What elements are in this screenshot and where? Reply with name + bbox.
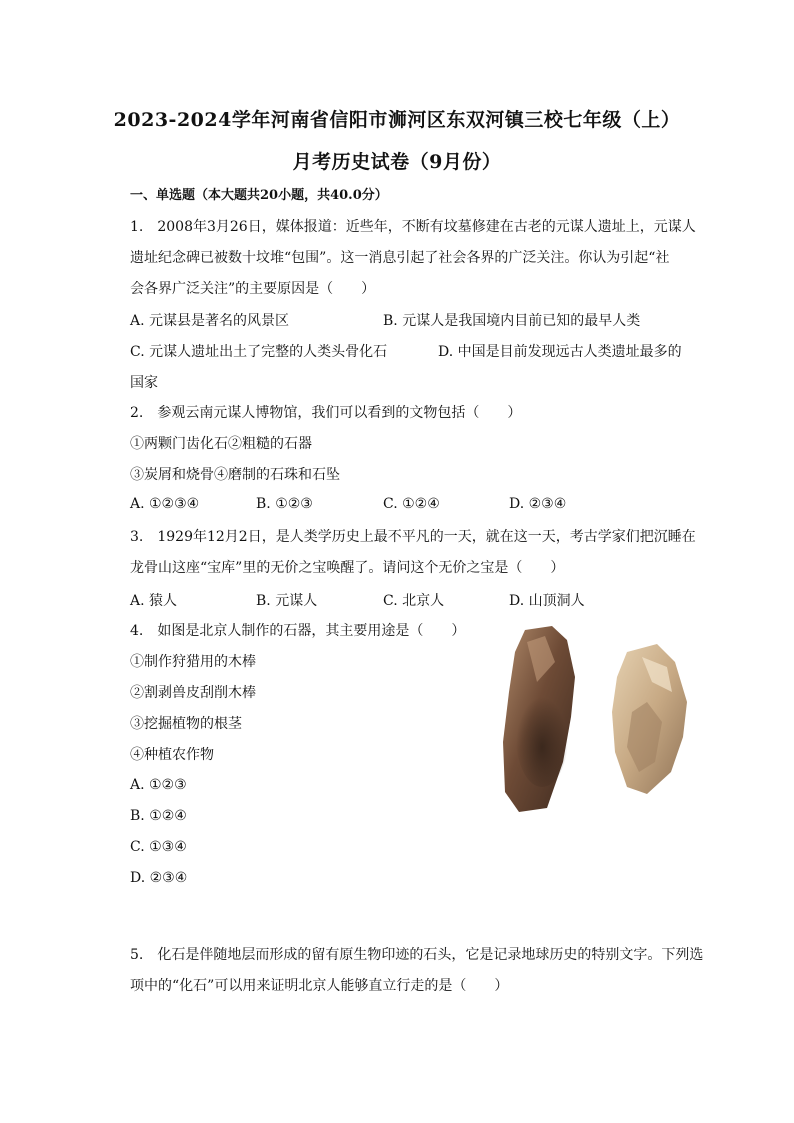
q2-option-c: C. ①②④ (383, 496, 440, 512)
q1-option-d: D. 中国是目前发现远古人类遗址最多的 (438, 344, 682, 360)
q1-option-d-cont: 国家 (130, 375, 158, 391)
q4-option-c: C. ①③④ (130, 839, 187, 855)
q2-statement2: ③炭屑和烧骨④磨制的石珠和石坠 (130, 467, 340, 483)
q4-statement1: ①制作狩猎用的木棒 (130, 654, 256, 670)
q5-stem-line1: 5. 化石是伴随地层而形成的留有原生物印迹的石头，它是记录地球历史的特别文字。下列选 (130, 947, 704, 963)
q2-stem: 2. 参观云南元谋人博物馆，我们可以看到的文物包括（ ） (130, 405, 522, 421)
q1-stem-line3: 会各界广泛关注”的主要原因是（ ） (130, 281, 376, 297)
q3-option-a: A. 猿人 (130, 593, 178, 609)
q3-option-d: D. 山顶洞人 (509, 593, 585, 609)
q3-stem-line2: 龙骨山这座“宝库”里的无价之宝唤醒了。请问这个无价之宝是（ ） (130, 560, 565, 576)
q1-option-b: B. 元谋人是我国境内目前已知的最早人类 (383, 313, 641, 329)
q4-option-a: A. ①②③ (130, 777, 187, 793)
q2-option-a: A. ①②③④ (130, 496, 200, 512)
q3-option-b: B. 元谋人 (256, 593, 318, 609)
q1-option-c: C. 元谋人遗址出土了完整的人类头骨化石 (130, 344, 388, 360)
exam-title-line2: 月考历史试卷（9月份） (292, 151, 502, 173)
q2-option-d: D. ②③④ (509, 496, 567, 512)
q4-option-d: D. ②③④ (130, 870, 188, 886)
q4-option-b: B. ①②④ (130, 808, 187, 824)
q3-stem-line1: 3. 1929年12月2日，是人类学历史上最不平凡的一天，就在这一天，考古学家们把沉睡在 (130, 529, 696, 545)
q1-stem-line1: 1. 2008年3月26日，媒体报道：近些年，不断有坟墓修建在古老的元谋人遗址上，元谋人 (130, 219, 696, 235)
q2-statement1: ①两颗门齿化石②粗糙的石器 (130, 436, 312, 452)
q4-statement4: ④种植农作物 (130, 747, 214, 763)
q1-stem-line2: 遗址纪念碑已被数十坟堆“包围”。这一消息引起了社会各界的广泛关注。你认为引起“社 (130, 250, 670, 266)
q4-stem: 4. 如图是北京人制作的石器，其主要用途是（ ） (130, 623, 466, 639)
q2-option-b: B. ①②③ (256, 496, 313, 512)
q5-stem-line2: 项中的“化石”可以用来证明北京人能够直立行走的是（ ） (130, 978, 509, 994)
exam-title-line1: 2023-2024学年河南省信阳市浉河区东双河镇三校七年级（上） (113, 109, 681, 131)
q1-option-a: A. 元谋县是著名的风景区 (130, 313, 290, 329)
q4-statement2: ②割剥兽皮刮削木棒 (130, 685, 256, 701)
q4-statement3: ③挖掘植物的根茎 (130, 716, 242, 732)
q3-option-c: C. 北京人 (383, 593, 445, 609)
section-heading: 一、单选题（本大题共20小题，共40.0分） (130, 188, 388, 203)
stone-tools-image (497, 622, 692, 812)
